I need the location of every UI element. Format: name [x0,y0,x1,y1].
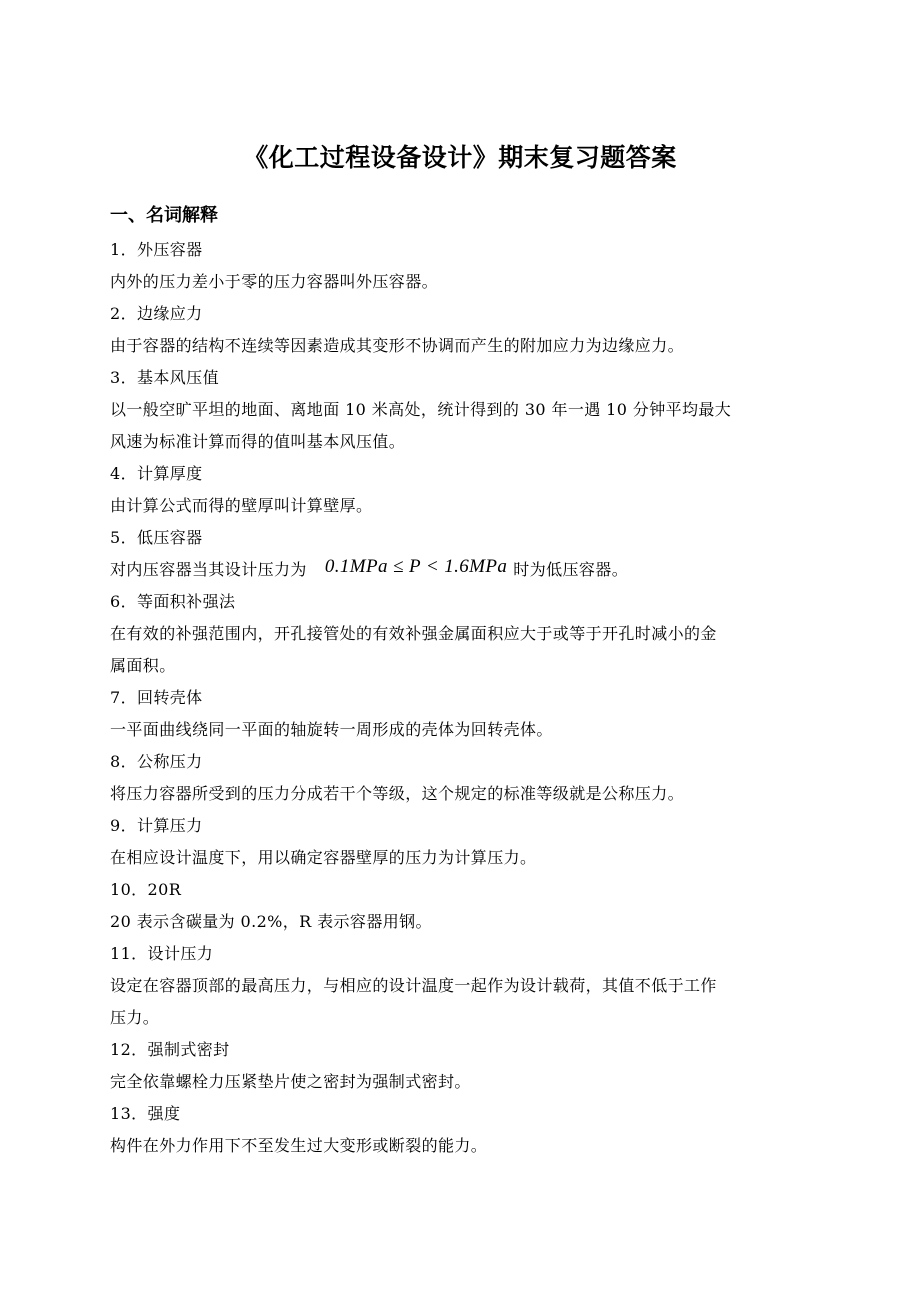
definition-line [110,554,810,586]
definition-entry [110,874,810,938]
term-heading: 3．基本风压值 [110,368,219,387]
term-heading: 10．20R [110,880,182,899]
term-heading: 9．计算压力 [110,816,203,835]
definition-entry [110,458,810,522]
definition-entry [110,1098,810,1162]
definition-entry [110,362,810,458]
definition-entry [110,522,810,586]
definition-entry [110,234,810,298]
definition-text [110,714,810,746]
definition-text [110,618,810,682]
term-heading: 12．强制式密封 [110,1040,230,1059]
definition-line: 以一般空旷平坦的地面、离地面 10 米高处，统计得到的 30 年一遇 10 分钟平均最大 [110,400,732,419]
definition-text [110,330,810,362]
definition-entry [110,810,810,874]
definition-text [110,1130,810,1162]
definition-text [110,970,810,1034]
definition-text [110,1066,810,1098]
definition-line: 由于容器的结构不连续等因素造成其变形不协调而产生的附加应力为边缘应力。 [110,336,685,355]
term-heading: 2．边缘应力 [110,304,203,323]
definitions-list [110,234,810,1162]
definition-text-after-formula: 时为低压容器。 [513,560,629,579]
definition-text [110,906,810,938]
term-heading: 13．强度 [110,1104,181,1123]
definition-line: 在相应设计温度下，用以确定容器壁厚的压力为计算压力。 [110,848,537,867]
definition-text [110,490,810,522]
term-heading: 4．计算厚度 [110,464,203,483]
definition-line: 设定在容器顶部的最高压力，与相应的设计温度一起作为设计载荷，其值不低于工作 [110,976,717,995]
definition-line: 属面积。 [110,656,176,675]
definition-entry [110,746,810,810]
section-heading: 一、名词解释 [110,205,218,226]
definition-line: 压力。 [110,1008,160,1027]
definition-line: 完全依靠螺栓力压紧垫片使之密封为强制式密封。 [110,1072,471,1091]
term-heading: 1．外压容器 [110,240,203,259]
definition-entry [110,1034,810,1098]
definition-entry [110,586,810,682]
definition-text [110,266,810,298]
definition-entry [110,938,810,1034]
definition-text [110,394,810,458]
definition-entry [110,682,810,746]
term-heading: 11．设计压力 [110,944,214,963]
definition-text [110,778,810,810]
definition-line: 由计算公式而得的壁厚叫计算壁厚。 [110,496,373,515]
definition-text [110,554,810,586]
term-heading: 7．回转壳体 [110,688,203,707]
term-heading: 6．等面积补强法 [110,592,236,611]
definition-line: 一平面曲线绕同一平面的轴旋转一周形成的壳体为回转壳体。 [110,720,553,739]
pressure-range-formula: 0.1MPa ≤ P < 1.6MPa [324,556,508,577]
definition-line: 在有效的补强范围内，开孔接管处的有效补强金属面积应大于或等于开孔时减小的金 [110,624,717,643]
definition-line: 将压力容器所受到的压力分成若干个等级，这个规定的标准等级就是公称压力。 [110,784,685,803]
definition-text-before-formula: 对内压容器当其设计压力为 [110,560,307,579]
term-heading: 5．低压容器 [110,528,203,547]
definition-line: 内外的压力差小于零的压力容器叫外压容器。 [110,272,439,291]
definition-text [110,842,810,874]
definition-line: 风速为标准计算而得的值叫基本风压值。 [110,432,406,451]
document-title: 《化工过程设备设计》期末复习题答案 [243,143,677,172]
term-heading: 8．公称压力 [110,752,203,771]
definition-line: 20 表示含碳量为 0.2%，R 表示容器用钢。 [110,912,432,931]
definition-entry [110,298,810,362]
definition-line: 构件在外力作用下不至发生过大变形或断裂的能力。 [110,1136,488,1155]
